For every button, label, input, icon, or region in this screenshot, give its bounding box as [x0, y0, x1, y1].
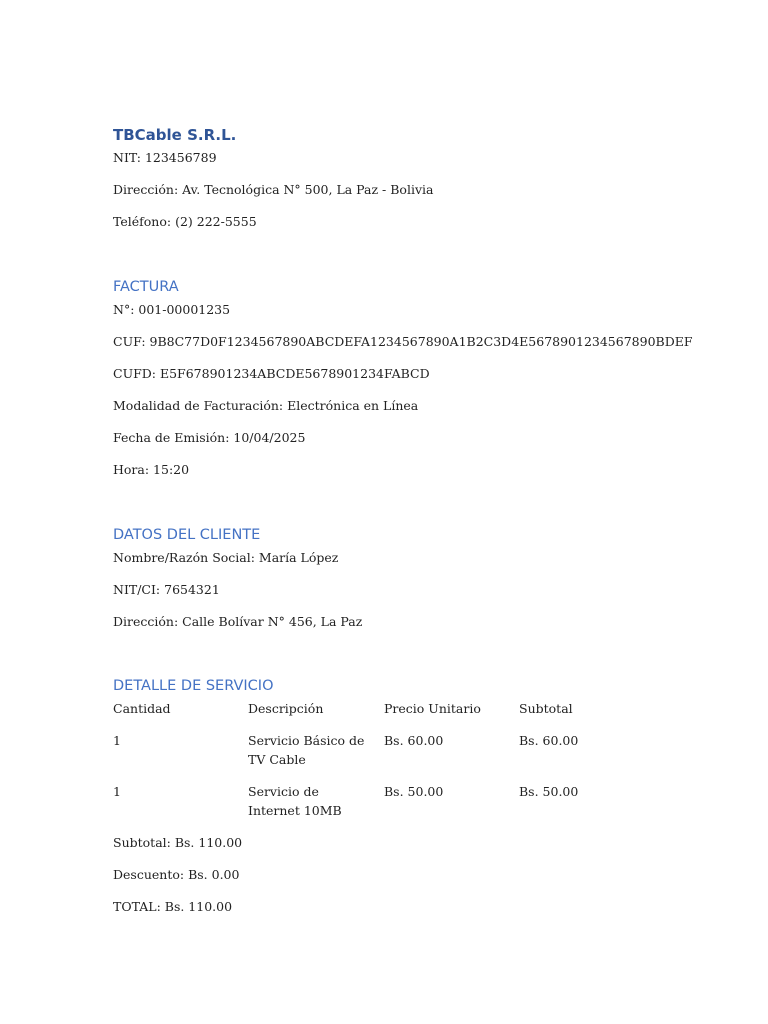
client-heading: DATOS DEL CLIENTE	[113, 527, 261, 543]
client-name: Nombre/Razón Social: María López	[113, 550, 339, 565]
invoice-cuf: CUF: 9B8C77D0F1234567890ABCDEFA1234567890A1B2C3D4E5678901234567890BDEF	[113, 334, 693, 349]
row-description: Servicio Básico de TV Cable	[248, 733, 365, 767]
client-nit: NIT/CI: 7654321	[113, 582, 220, 597]
total-line: TOTAL: Bs. 110.00	[113, 899, 233, 914]
row-unit-price: Bs. 60.00	[384, 733, 444, 748]
column-header-unit-price: Precio Unitario	[384, 701, 481, 716]
client-address: Dirección: Calle Bolívar N° 456, La Paz	[113, 614, 363, 629]
subtotal-line: Subtotal: Bs. 110.00	[113, 835, 243, 850]
company-name: TBCable S.R.L.	[113, 126, 237, 144]
invoice-modality: Modalidad de Facturación: Electrónica en Línea	[113, 398, 419, 413]
invoice-heading: FACTURA	[113, 279, 179, 295]
invoice-number: N°: 001-00001235	[113, 302, 231, 317]
row-quantity: 1	[113, 733, 121, 748]
column-header-quantity: Cantidad	[113, 701, 171, 716]
row-unit-price: Bs. 50.00	[384, 784, 444, 799]
row-description: Servicio de Internet 10MB	[248, 784, 342, 818]
row-subtotal: Bs. 50.00	[519, 784, 579, 799]
invoice-date: Fecha de Emisión: 10/04/2025	[113, 430, 306, 445]
company-phone: Teléfono: (2) 222-5555	[113, 214, 257, 229]
column-header-subtotal: Subtotal	[519, 701, 573, 716]
company-address: Dirección: Av. Tecnológica N° 500, La Paz - Bolivia	[113, 182, 434, 197]
discount-line: Descuento: Bs. 0.00	[113, 867, 240, 882]
row-subtotal: Bs. 60.00	[519, 733, 579, 748]
invoice-cufd: CUFD: E5F678901234ABCDE5678901234FABCD	[113, 366, 430, 381]
column-header-description: Descripción	[248, 701, 324, 716]
detail-heading: DETALLE DE SERVICIO	[113, 678, 274, 694]
row-quantity: 1	[113, 784, 121, 799]
company-nit: NIT: 123456789	[113, 150, 217, 165]
invoice-time: Hora: 15:20	[113, 462, 190, 477]
